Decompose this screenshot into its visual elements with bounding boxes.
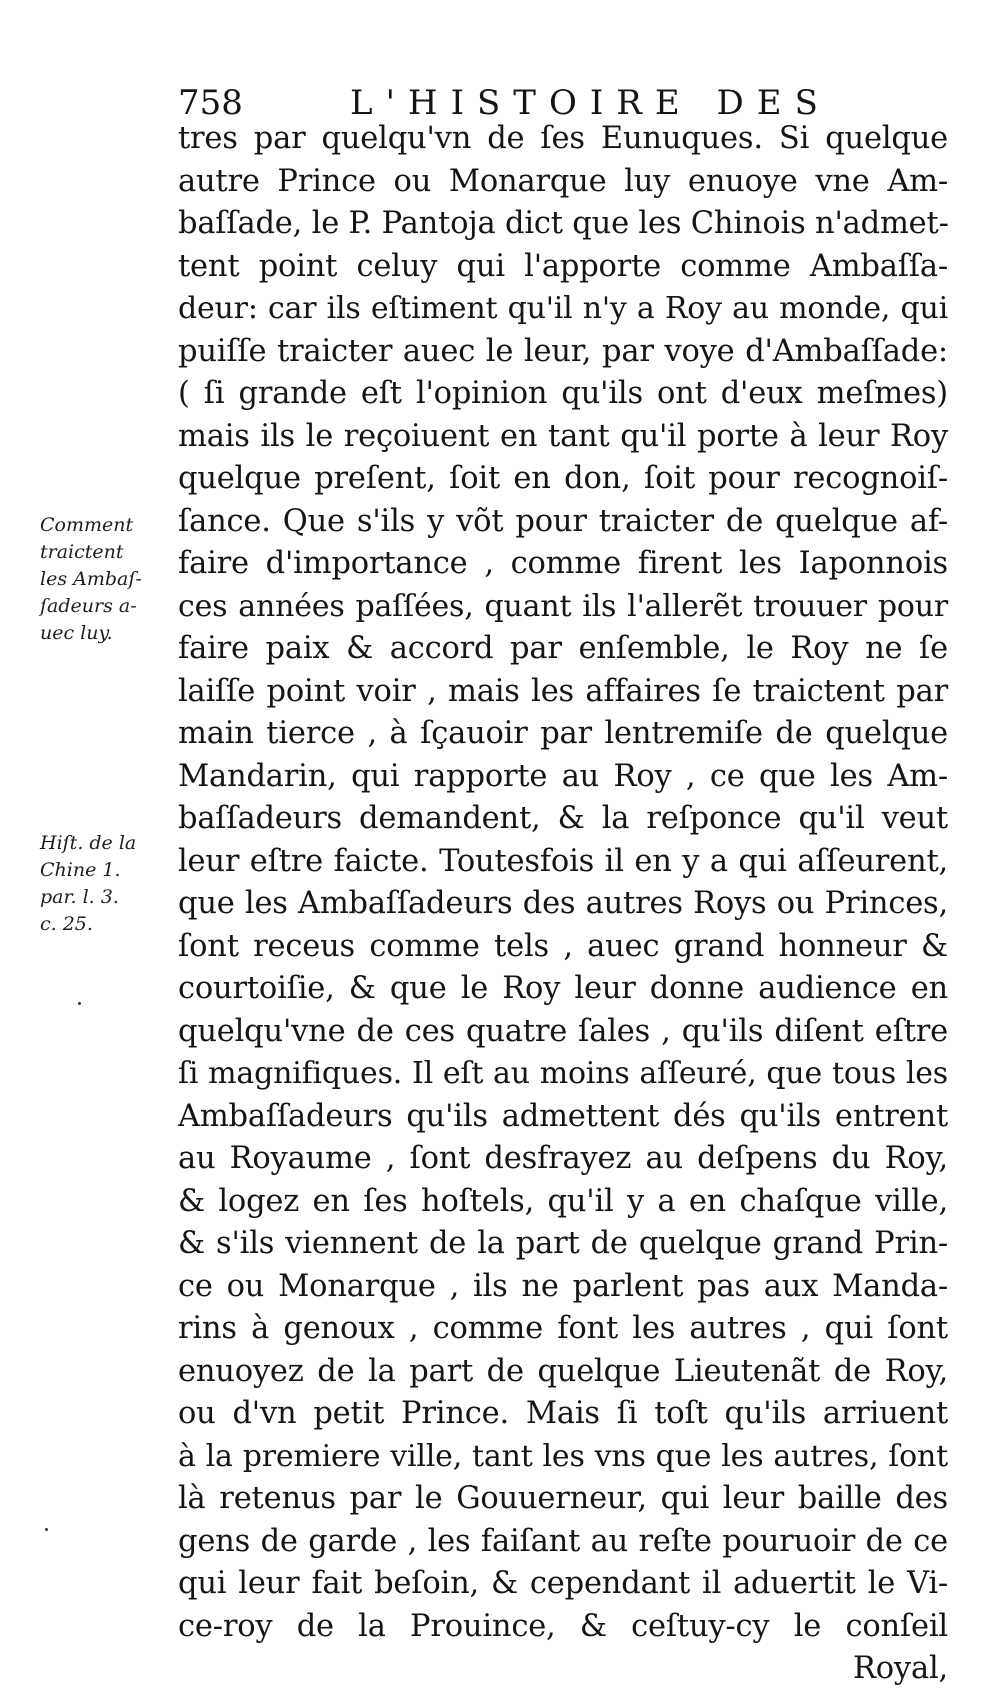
text-line: au Royaume , ſont desfrayez au deſpens du Roy, (178, 1141, 948, 1176)
text-line: rins à genoux , comme font les autres , qui ſont (178, 1311, 948, 1346)
text-line: baſſade, le P. Pantoja dict que les Chinois n'admet- (178, 206, 949, 241)
text-line: mais ils le reçoiuent en tant qu'il porte à leur Roy (178, 418, 948, 454)
text-line: main tierce , à ſçauoir par lentremiſe de quelque (178, 716, 948, 751)
body-text (178, 118, 948, 1691)
margin-note-line: Hiſt. de la (40, 832, 137, 854)
margin-note-line: les Ambaſ- (40, 568, 142, 590)
text-line: faire paix & accord par enſemble, le Roy ne ſe (178, 631, 948, 666)
text-line: courtoiſie, & que le Roy leur donne audience en (178, 971, 948, 1006)
margin-note-line: uec luy. (40, 622, 113, 644)
running-head: L'HISTOIRE DES (350, 83, 831, 123)
text-line: ſont receus comme tels , auec grand honneur & (178, 928, 948, 964)
text-line: baſſadeurs demandent, & la reſponce qu'il veut (178, 801, 948, 836)
text-line: ſance. Que s'ils y võt pour traicter de quelque af- (178, 503, 948, 539)
text-line: qui leur fait beſoin, & cependant il aduertit le Vi- (178, 1566, 948, 1601)
text-line: laiſſe point voir , mais les affaires ſe traictent par (178, 673, 948, 709)
margin-note-line: traictent (40, 541, 124, 563)
text-line: Royal, (853, 1651, 948, 1686)
text-line: gens de garde , les faiſant au reſte pouruoir de ce (178, 1523, 948, 1559)
print-speck (78, 1002, 81, 1005)
text-line: à la premiere ville, tant les vns que les autres, ſont (178, 1438, 948, 1474)
text-line: tent point celuy qui l'apporte comme Ambaſſa- (178, 248, 948, 284)
text-line: Mandarin, qui rapporte au Roy , ce que les Am- (178, 758, 948, 794)
text-line: & s'ils viennent de la part de quelque grand Prin- (178, 1226, 948, 1261)
text-line: ou d'vn petit Prince. Mais ſi toſt qu'ils arriuent (178, 1396, 948, 1431)
margin-note-line: Chine 1. (40, 859, 121, 881)
text-line: là retenus par le Gouuerneur, qui leur baille des (178, 1481, 948, 1516)
text-line: ce ou Monarque , ils ne parlent pas aux Manda- (178, 1268, 948, 1304)
margin-note-line: Comment (40, 514, 134, 536)
print-speck (45, 1528, 48, 1531)
text-line: Ambaſſadeurs qu'ils admettent dés qu'ils entrent (178, 1098, 948, 1134)
margin-note-line: par. l. 3. (40, 886, 119, 908)
text-line: enuoyez de la part de quelque Lieutenãt de Roy, (178, 1353, 948, 1389)
text-line: que les Ambaſſadeurs des autres Roys ou Princes, (178, 886, 948, 921)
margin-note-line: ſadeurs a- (40, 595, 137, 617)
text-line: faire d'importance , comme firent les Iaponnois (178, 546, 948, 581)
text-line: ce-roy de la Prouince, & ceſtuy-cy le conſeil (178, 1608, 948, 1644)
text-line: ſi magnifiques. Il eſt au moins aſſeuré, que tous les (178, 1056, 948, 1091)
margin-note-line: c. 25. (40, 913, 93, 935)
text-line: autre Prince ou Monarque luy enuoye vne Am- (178, 163, 948, 199)
text-line: ( ſi grande eſt l'opinion qu'ils ont d'eux meſmes) (178, 376, 948, 411)
text-line: puiſſe traicter auec le leur, par voye d'Ambaſſade: (178, 333, 948, 369)
margin-note-source-reference (40, 830, 174, 938)
margin-note-ambassadors (40, 512, 174, 647)
text-line: leur eſtre faicte. Toutesfois il en y a qui aſſeurent, (178, 843, 948, 879)
text-line: quelque preſent, ſoit en don, ſoit pour recognoiſ- (178, 461, 948, 496)
text-line: tres par quelqu'vn de ſes Eunuques. Si quelque (178, 121, 948, 156)
text-line: & logez en ſes hoſtels, qu'il y a en chaſque ville, (178, 1183, 948, 1219)
page-number: 758 (178, 83, 243, 123)
text-line: ces années paſſées, quant ils l'allerẽt trouuer pour (178, 588, 948, 624)
text-line: quelqu'vne de ces quatre ſales , qu'ils diſent eſtre (178, 1013, 948, 1049)
text-line: deur: car ils eſtiment qu'il n'y a Roy au monde, qui (178, 291, 948, 326)
